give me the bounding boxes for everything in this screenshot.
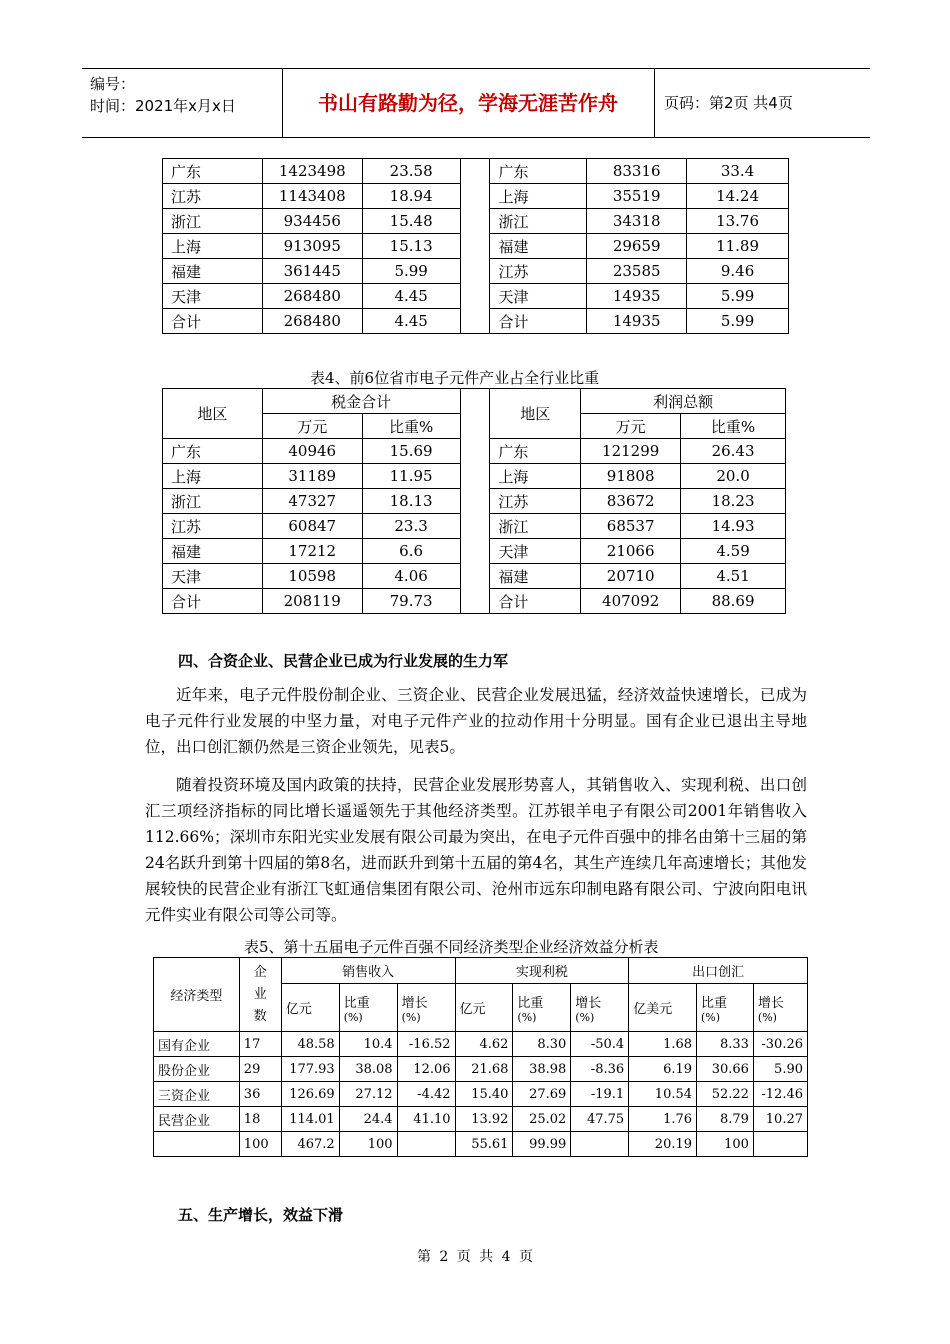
table-gap — [460, 159, 490, 334]
t5-count-cell: 17 — [239, 1032, 281, 1057]
top-left-region-cell: 广东 — [163, 159, 263, 184]
t4-right-value-cell: 91808 — [581, 464, 681, 489]
t5-tax-ratio-cell: 27.69 — [513, 1082, 571, 1107]
table-row — [154, 1132, 808, 1157]
t4-left-value-cell: 40946 — [262, 439, 362, 464]
t4-left-region-cell: 合计 — [163, 589, 263, 614]
t5-sales-ratio-cell: 10.4 — [339, 1032, 397, 1057]
top-right-ratio-cell: 9.46 — [687, 259, 789, 284]
t5-type-cell — [154, 1132, 240, 1157]
t4-right-region-cell: 合计 — [490, 589, 581, 614]
t5-type-cell: 三资企业 — [154, 1082, 240, 1107]
top-left-region-cell: 上海 — [163, 234, 263, 259]
t5-tax-growth-cell: -50.4 — [571, 1032, 629, 1057]
table-row — [154, 1082, 808, 1107]
top-left-region-cell: 江苏 — [163, 184, 263, 209]
t4-right-ratio-cell: 14.93 — [681, 514, 786, 539]
table5-export-ratio — [697, 984, 754, 1032]
t5-export-ratio-cell: 8.79 — [697, 1107, 754, 1132]
t5-count-cell: 36 — [239, 1082, 281, 1107]
table4-ratio-header-right: 比重% — [681, 414, 786, 439]
pct-label: (%) — [401, 1010, 421, 1024]
t4-right-value-cell: 21066 — [581, 539, 681, 564]
table5 — [153, 957, 808, 1157]
top-right-value-cell: 34318 — [587, 209, 687, 234]
table5-tax-header: 实现利税 — [455, 958, 629, 984]
table-row — [154, 1107, 808, 1132]
t4-left-region-cell: 江苏 — [163, 514, 263, 539]
table-gap — [460, 439, 490, 614]
t5-export-growth-cell: 5.90 — [753, 1057, 807, 1082]
t4-left-value-cell: 10598 — [262, 564, 362, 589]
top-table — [162, 158, 789, 334]
table5-export-unit: 亿美元 — [629, 984, 697, 1032]
t5-tax-cell: 13.92 — [455, 1107, 513, 1132]
top-left-ratio-cell: 15.13 — [362, 234, 460, 259]
top-left-value-cell: 1423498 — [262, 159, 362, 184]
table-row — [163, 159, 789, 184]
t4-right-value-cell: 68537 — [581, 514, 681, 539]
t4-left-ratio-cell: 6.6 — [362, 539, 460, 564]
t5-tax-cell: 55.61 — [455, 1132, 513, 1157]
table4-region-header-right: 地区 — [490, 389, 581, 439]
t5-sales-cell: 48.58 — [281, 1032, 339, 1057]
t5-export-growth-cell — [753, 1132, 807, 1157]
top-right-ratio-cell: 14.24 — [687, 184, 789, 209]
ratio-label: 比重 — [343, 995, 370, 1011]
t5-sales-ratio-cell: 24.4 — [339, 1107, 397, 1132]
table5-type-header: 经济类型 — [154, 958, 240, 1032]
top-right-region-cell: 上海 — [490, 184, 587, 209]
t5-export-ratio-cell: 30.66 — [697, 1057, 754, 1082]
table4-unit-header-right: 万元 — [581, 414, 681, 439]
t5-sales-ratio-cell: 100 — [339, 1132, 397, 1157]
table5-tax-unit: 亿元 — [455, 984, 513, 1032]
top-left-value-cell: 361445 — [262, 259, 362, 284]
top-right-region-cell: 天津 — [490, 284, 587, 309]
top-right-value-cell: 29659 — [587, 234, 687, 259]
t5-export-cell: 1.68 — [629, 1032, 697, 1057]
header-motto: 书山有路勤为径，学海无涯苦作舟 — [282, 69, 655, 137]
t4-right-region-cell: 福建 — [490, 564, 581, 589]
t4-left-region-cell: 上海 — [163, 464, 263, 489]
t5-sales-cell: 177.93 — [281, 1057, 339, 1082]
t4-right-ratio-cell: 26.43 — [681, 439, 786, 464]
t4-right-ratio-cell: 4.59 — [681, 539, 786, 564]
top-left-ratio-cell: 15.48 — [362, 209, 460, 234]
t4-right-value-cell: 20710 — [581, 564, 681, 589]
t5-export-cell: 1.76 — [629, 1107, 697, 1132]
top-right-ratio-cell: 5.99 — [687, 284, 789, 309]
table5-sales-header: 销售收入 — [281, 958, 455, 984]
t5-export-cell: 6.19 — [629, 1057, 697, 1082]
top-left-value-cell: 934456 — [262, 209, 362, 234]
table4-ratio-header: 比重% — [362, 414, 460, 439]
top-right-region-cell: 福建 — [490, 234, 587, 259]
t5-sales-ratio-cell: 27.12 — [339, 1082, 397, 1107]
growth-label: 增长 — [401, 995, 428, 1011]
t5-sales-cell: 126.69 — [281, 1082, 339, 1107]
top-right-region-cell: 江苏 — [490, 259, 587, 284]
t4-left-ratio-cell: 15.69 — [362, 439, 460, 464]
pct-label: (%) — [343, 1010, 363, 1024]
t5-export-cell: 20.19 — [629, 1132, 697, 1157]
pct-label: (%) — [517, 1010, 537, 1024]
pct-label: (%) — [701, 1010, 721, 1024]
table5-count-char-3: 数 — [253, 1008, 267, 1024]
ratio-label: 比重 — [517, 995, 544, 1011]
t4-left-value-cell: 31189 — [262, 464, 362, 489]
table4-profit-header: 利润总额 — [581, 389, 786, 414]
top-right-region-cell: 浙江 — [490, 209, 587, 234]
t4-right-ratio-cell: 20.0 — [681, 464, 786, 489]
top-left-ratio-cell: 4.45 — [362, 284, 460, 309]
page-footer: 第 2 页 共 4 页 — [416, 1249, 534, 1265]
section4-paragraph-2: 随着投资环境及国内政策的扶持，民营企业发展形势喜人，其销售收入、实现利税、出口创汇三项经济指标的同比增长遥遥领先于其他经济类型。江苏银羊电子有限公司2001年销售收入112.66%；深圳市东阳光实业发展有限公司最为突出，在电子元件百强中的排名由第十三届的第24名跃升到第十四届的第8名，进而跃升到第十五届的第4名，其生产连续几年高速增长；其他发展较快的民营企业有浙江飞虹通信集团有限公司、沧州市远东印制电路有限公司、宁波向阳电讯元件实业有限公司等公司等。 — [145, 776, 807, 924]
table5-count-char-1: 企 — [253, 964, 267, 980]
top-right-value-cell: 23585 — [587, 259, 687, 284]
table5-caption: 表5、第十五届电子元件百强不同经济类型企业经济效益分析表 — [244, 938, 659, 956]
top-left-region-cell: 浙江 — [163, 209, 263, 234]
table5-count-char-2: 业 — [253, 986, 267, 1002]
section4-heading: 四、合资企业、民营企业已成为行业发展的生力军 — [178, 652, 509, 670]
t5-sales-ratio-cell: 38.08 — [339, 1057, 397, 1082]
t5-count-cell: 100 — [239, 1132, 281, 1157]
top-left-ratio-cell: 4.45 — [362, 309, 460, 334]
t5-sales-growth-cell: -4.42 — [397, 1082, 455, 1107]
t5-count-cell: 18 — [239, 1107, 281, 1132]
header-page-info: 页码：第2页 共4页 — [664, 94, 793, 112]
table4 — [162, 388, 786, 614]
t5-sales-growth-cell: -16.52 — [397, 1032, 455, 1057]
table-row — [154, 1032, 808, 1057]
table4-tax-header: 税金合计 — [262, 389, 460, 414]
t4-right-region-cell: 江苏 — [490, 489, 581, 514]
t4-right-region-cell: 浙江 — [490, 514, 581, 539]
t4-left-ratio-cell: 11.95 — [362, 464, 460, 489]
table4-header-row — [163, 389, 786, 414]
t5-sales-cell: 114.01 — [281, 1107, 339, 1132]
table4-caption: 表4、前6位省市电子元件产业占全行业比重 — [310, 369, 600, 387]
top-left-region-cell: 福建 — [163, 259, 263, 284]
table-row — [163, 439, 786, 464]
t4-right-region-cell: 广东 — [490, 439, 581, 464]
t4-left-region-cell: 浙江 — [163, 489, 263, 514]
table5-sales-unit: 亿元 — [281, 984, 339, 1032]
top-right-value-cell: 14935 — [587, 284, 687, 309]
t4-left-ratio-cell: 23.3 — [362, 514, 460, 539]
t4-right-region-cell: 天津 — [490, 539, 581, 564]
t5-type-cell: 国有企业 — [154, 1032, 240, 1057]
t5-export-ratio-cell: 52.22 — [697, 1082, 754, 1107]
header-info-cell — [82, 69, 283, 137]
t5-sales-growth-cell: 41.10 — [397, 1107, 455, 1132]
top-left-value-cell: 1143408 — [262, 184, 362, 209]
t4-right-region-cell: 上海 — [490, 464, 581, 489]
t5-export-growth-cell: -30.26 — [753, 1032, 807, 1057]
number-label: 编号： — [90, 75, 136, 93]
section5-heading: 五、生产增长，效益下滑 — [178, 1206, 344, 1224]
table5-sales-ratio — [339, 984, 397, 1032]
top-right-region-cell: 广东 — [490, 159, 587, 184]
top-left-region-cell: 天津 — [163, 284, 263, 309]
section4-paragraph-1: 近年来，电子元件股份制企业、三资企业、民营企业发展迅猛，经济效益快速增长，已成为电子元件行业发展的中坚力量，对电子元件产业的拉动作用十分明显。国有企业已退出主导地位，出口创汇额仍然是三资企业领先，见表5。 — [145, 686, 807, 756]
t4-left-ratio-cell: 18.13 — [362, 489, 460, 514]
top-right-value-cell: 35519 — [587, 184, 687, 209]
top-right-region-cell: 合计 — [490, 309, 587, 334]
t4-left-region-cell: 广东 — [163, 439, 263, 464]
t4-right-ratio-cell: 88.69 — [681, 589, 786, 614]
table5-tax-ratio — [513, 984, 571, 1032]
table-row — [154, 1057, 808, 1082]
t5-export-ratio-cell: 8.33 — [697, 1032, 754, 1057]
t5-tax-cell: 21.68 — [455, 1057, 513, 1082]
top-right-ratio-cell: 33.4 — [687, 159, 789, 184]
table5-tax-growth — [571, 984, 629, 1032]
t5-sales-growth-cell — [397, 1132, 455, 1157]
top-left-value-cell: 268480 — [262, 284, 362, 309]
t5-export-growth-cell: -12.46 — [753, 1082, 807, 1107]
top-left-region-cell: 合计 — [163, 309, 263, 334]
t4-left-value-cell: 60847 — [262, 514, 362, 539]
growth-label: 增长 — [757, 995, 784, 1011]
t4-right-ratio-cell: 18.23 — [681, 489, 786, 514]
t5-tax-growth-cell: 47.75 — [571, 1107, 629, 1132]
t5-count-cell: 29 — [239, 1057, 281, 1082]
t5-sales-growth-cell: 12.06 — [397, 1057, 455, 1082]
top-left-ratio-cell: 23.58 — [362, 159, 460, 184]
t5-tax-growth-cell — [571, 1132, 629, 1157]
time-label: 时间：2021年x月x日 — [90, 97, 236, 115]
t5-tax-growth-cell: -8.36 — [571, 1057, 629, 1082]
t5-tax-ratio-cell: 38.98 — [513, 1057, 571, 1082]
t5-sales-cell: 467.2 — [281, 1132, 339, 1157]
t4-left-region-cell: 天津 — [163, 564, 263, 589]
growth-label: 增长 — [575, 995, 602, 1011]
top-left-ratio-cell: 5.99 — [362, 259, 460, 284]
table4-unit-header: 万元 — [262, 414, 362, 439]
pct-label: (%) — [757, 1010, 777, 1024]
t4-left-ratio-cell: 4.06 — [362, 564, 460, 589]
t5-tax-ratio-cell: 99.99 — [513, 1132, 571, 1157]
top-right-ratio-cell: 13.76 — [687, 209, 789, 234]
t4-right-value-cell: 407092 — [581, 589, 681, 614]
table5-export-header: 出口创汇 — [629, 958, 808, 984]
top-right-value-cell: 83316 — [587, 159, 687, 184]
top-right-ratio-cell: 5.99 — [687, 309, 789, 334]
table5-export-growth — [753, 984, 807, 1032]
t4-left-region-cell: 福建 — [163, 539, 263, 564]
t5-export-cell: 10.54 — [629, 1082, 697, 1107]
t5-tax-cell: 4.62 — [455, 1032, 513, 1057]
t5-tax-cell: 15.40 — [455, 1082, 513, 1107]
table4-gap — [460, 389, 490, 439]
t5-tax-ratio-cell: 8.30 — [513, 1032, 571, 1057]
t4-left-ratio-cell: 79.73 — [362, 589, 460, 614]
top-left-value-cell: 913095 — [262, 234, 362, 259]
t5-export-growth-cell: 10.27 — [753, 1107, 807, 1132]
t5-export-ratio-cell: 100 — [697, 1132, 754, 1157]
pct-label: (%) — [575, 1010, 595, 1024]
table5-sales-growth — [397, 984, 455, 1032]
top-right-ratio-cell: 11.89 — [687, 234, 789, 259]
t4-left-value-cell: 208119 — [262, 589, 362, 614]
t5-type-cell: 民营企业 — [154, 1107, 240, 1132]
t4-right-ratio-cell: 4.51 — [681, 564, 786, 589]
t4-left-value-cell: 47327 — [262, 489, 362, 514]
top-left-ratio-cell: 18.94 — [362, 184, 460, 209]
t5-tax-ratio-cell: 25.02 — [513, 1107, 571, 1132]
t4-right-value-cell: 83672 — [581, 489, 681, 514]
top-right-value-cell: 14935 — [587, 309, 687, 334]
page-header — [82, 68, 870, 138]
t4-right-value-cell: 121299 — [581, 439, 681, 464]
t5-type-cell: 股份企业 — [154, 1057, 240, 1082]
ratio-label: 比重 — [701, 995, 728, 1011]
table5-header-row — [154, 958, 808, 984]
table5-count-header — [239, 958, 281, 1032]
t4-left-value-cell: 17212 — [262, 539, 362, 564]
table4-region-header: 地区 — [163, 389, 263, 439]
top-left-value-cell: 268480 — [262, 309, 362, 334]
t5-tax-growth-cell: -19.1 — [571, 1082, 629, 1107]
